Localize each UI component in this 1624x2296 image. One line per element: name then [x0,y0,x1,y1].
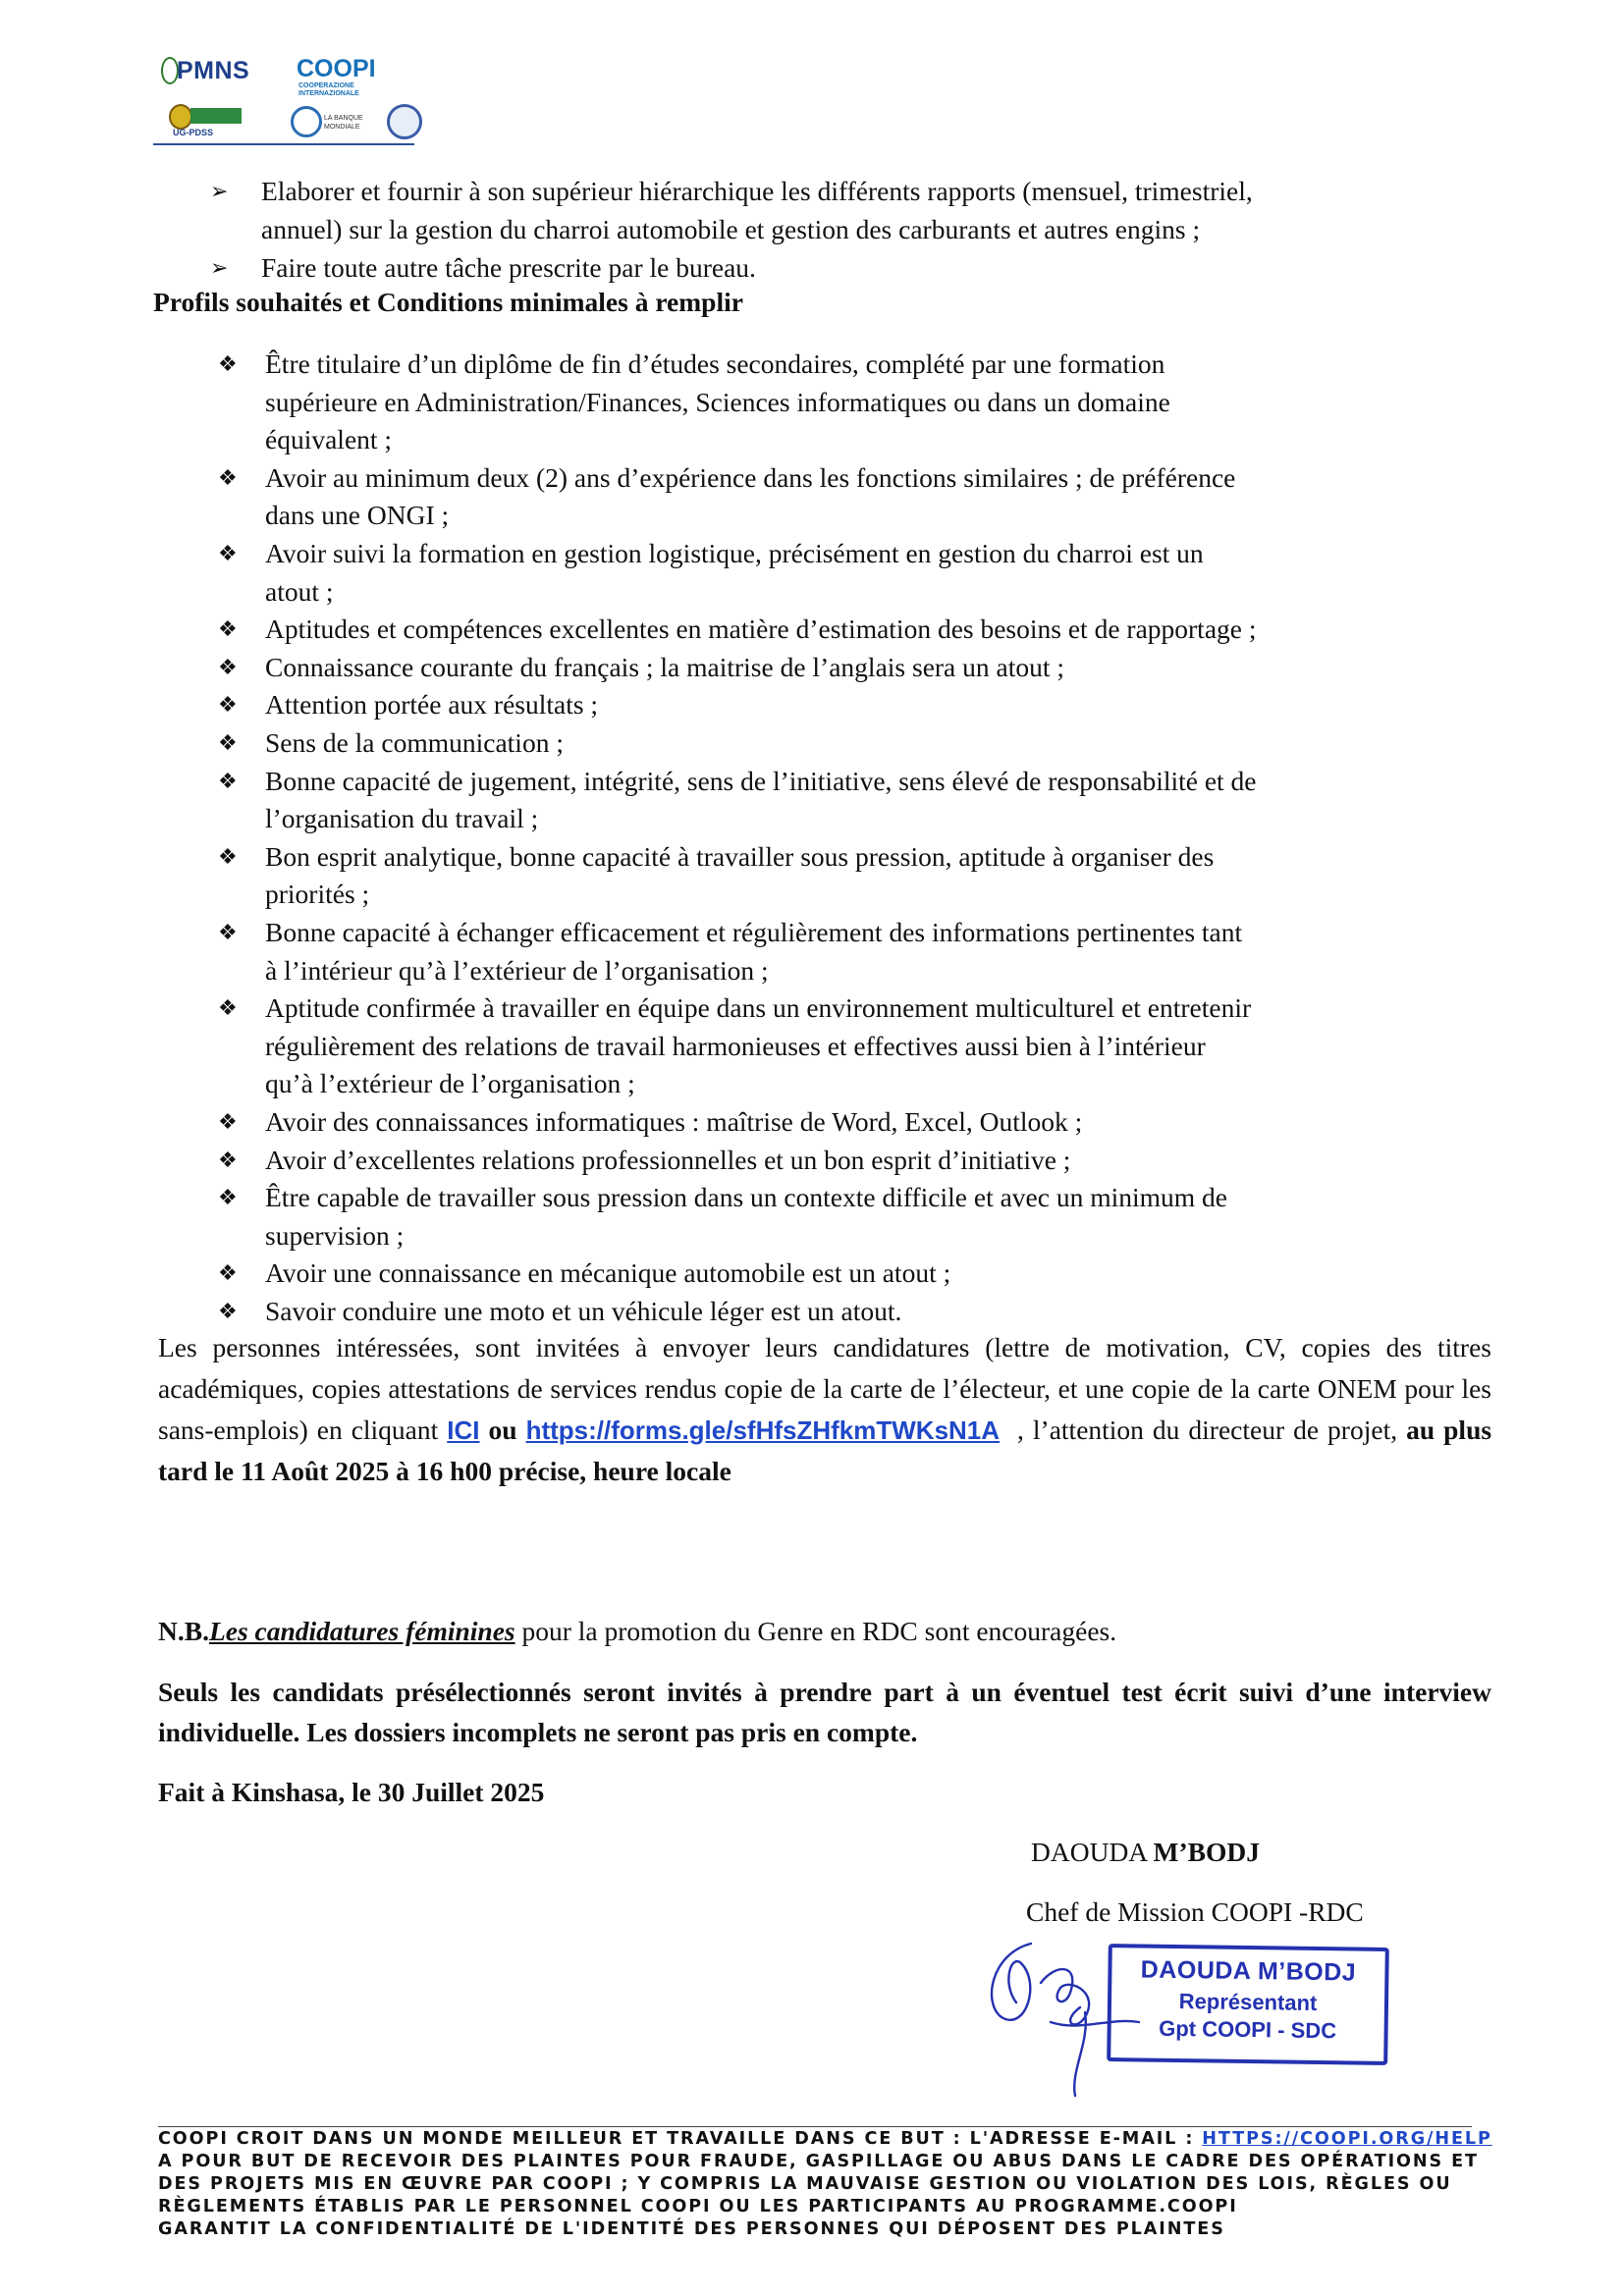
four-diamond-bullet-icon: ❖ [218,541,238,565]
place-date: Fait à Kinshasa, le 30 Juillet 2025 [158,1777,545,1807]
profile-item: Bonne capacité à échanger efficacement et régulièrement des informations pertinentes tant [265,917,1243,947]
apply-form-link[interactable]: https://forms.gle/sfHfsZHfkmTWKsN1A [525,1415,1001,1445]
profile-item: supervision ; [265,1219,405,1251]
profile-item: Attention portée aux résultats ; [265,689,599,721]
arrowhead-bullet-icon: ➢ [210,255,229,280]
profile-item: équivalent ; [265,424,393,455]
four-diamond-bullet-icon: ❖ [218,1299,238,1323]
signatory-name: DAOUDA M’BODJ [1031,1837,1260,1867]
globe-icon [291,106,322,137]
profile-item: qu’à l’extérieur de l’organisation ; [265,1068,635,1099]
profile-item: atout ; [265,575,334,607]
profile-item: Avoir des connaissances informatiques : maîtrise de Word, Excel, Outlook ; [265,1106,1083,1137]
notice-text: Seuls les candidats présélectionnés seront invités à prendre part à un éventuel test écrit suivi d’une interview individuelle [158,1677,1491,1747]
logo-coopi: COOPI [297,55,376,82]
header-divider [153,143,414,145]
nb-prefix: N.B. [158,1616,209,1646]
logo-coopi-subtitle: COOPERAZIONE INTERNAZIONALE [298,82,359,97]
profile-item: Avoir une connaissance en mécanique automobile est un atout ; [265,1257,951,1289]
four-diamond-bullet-icon: ❖ [218,920,238,944]
seal-icon [387,104,422,139]
application-intro: Les personnes intéressées, sont invitées à envoyer leurs candidatures (lettre de motivation, CV, copies des titres académiques, copies attestations de services rendus copie de la carte de l’électeur, et une copie de la carte ONEM pour les sans-emplois) en cliquant [158,1332,1491,1445]
profile-item: Connaissance courante du français ; la maitrise de l’anglais sera un atout ; [265,651,1065,682]
ug-emblem-icon [169,104,192,130]
four-diamond-bullet-icon: ❖ [218,351,238,376]
footer-disclaimer: COOPI CROIT DANS UN MONDE MEILLEUR ET TRAVAILLE DANS CE BUT : L'ADRESSE E-MAIL : HTTPS://COOPI.ORG/HELP A POUR BUT DE RECEVOIR DES PLAINTES POUR FRAUDE, GASPILLAGE OU ABUS DANS LE CADRE DES OPÉRATIONS ET DES PROJETS MIS EN ŒUVRE PAR COOPI ; Y COMPRIS LA MAUVAISE GESTION OU VIOLATION DES LOIS, RÈGLES OU RÈGLEMENTS ÉTABLIS PAR LE PERSONNEL COOPI OU LES PARTICIPANTS AU PROGRAMME.COOPI GARANTIT LA CONFIDENTIALITÉ DE L'IDENTITÉ DES PERSONNES QUI DÉPOSENT DES PLAINTES [158,2129,1492,2239]
task-item: Elaborer et fournir à son supérieur hiérarchique les différents rapports (mensuel, trimestriel, [261,176,1253,206]
profile-item: Aptitudes et compétences excellentes en matière d’estimation des besoins et de rapportage ; [265,614,1257,645]
four-diamond-bullet-icon: ❖ [218,464,238,490]
header-logos [169,55,416,149]
profile-item: Bonne capacité de jugement, intégrité, sens de l’initiative, sens élevé de responsabilité et de [265,765,1257,796]
profile-item: Avoir suivi la formation en gestion logistique, précisément en gestion du charroi est un [265,538,1204,568]
profile-item: l’organisation du travail ; [265,803,539,834]
nb-paragraph [158,1612,1116,1650]
task-item: annuel) sur la gestion du charroi automobile et gestion des carburants et autres engins ; [261,214,1201,244]
profile-item: Être titulaire d’un diplôme de fin d’études secondaires, complété par une formation [265,348,1165,379]
deadline-text: au plus tard le 11 Août 2025 à 16 h00 précise, heure locale [158,1415,1492,1486]
attention-text: , l’attention du directeur de projet, [1017,1415,1398,1445]
nb-emphasis: Les candidatures féminines [208,1616,515,1646]
four-diamond-bullet-icon: ❖ [218,692,238,718]
profile-item: Être capable de travailler sous pression dans un contexte difficile et avec un minimum de [265,1182,1227,1213]
four-diamond-bullet-icon: ❖ [218,1185,238,1210]
four-diamond-bullet-icon: ❖ [218,768,238,793]
profile-item: priorités ; [265,879,370,910]
four-diamond-bullet-icon: ❖ [218,1260,238,1286]
footer-divider [158,2126,1472,2127]
profile-item: supérieure en Administration/Finances, Sciences informatiques ou dans un domaine [265,386,1170,417]
four-diamond-bullet-icon: ❖ [218,616,238,642]
footer-help-link[interactable]: HTTPS://COOPI.ORG/HELP [1202,2129,1492,2149]
signatory-title: Chef de Mission COOPI -RDC [1026,1896,1364,1927]
logo-pmns: PMNS [177,57,250,84]
task-item: Faire toute autre tâche prescrite par le bureau. [261,252,756,283]
official-stamp: DAOUDA M’BODJ Représentant Gpt COOPI - SDC [1107,1944,1389,2065]
notice-paragraph [158,1672,1491,1752]
four-diamond-bullet-icon: ❖ [218,730,238,755]
profile-item: Savoir conduire une moto et un véhicule léger est un atout. [265,1296,902,1326]
apply-link-ici[interactable]: ICI [447,1415,480,1445]
four-diamond-bullet-icon: ❖ [218,654,238,679]
profile-item: Avoir d’excellentes relations professionnelles et un bon esprit d’initiative ; [265,1144,1071,1175]
or-text: ou [488,1415,517,1445]
arrowhead-bullet-icon: ➢ [210,179,229,203]
profile-item: dans une ONGI ; [265,500,450,531]
profile-item: Avoir au minimum deux (2) ans d’expérience dans les fonctions similaires ; de préférence [265,461,1236,493]
four-diamond-bullet-icon: ❖ [218,843,238,869]
profile-item: Sens de la communication ; [265,727,564,758]
application-paragraph [158,1327,1491,1492]
nb-rest: pour la promotion du Genre en RDC sont encouragées. [521,1616,1117,1646]
profile-item: Bon esprit analytique, bonne capacité à travailler sous pression, aptitude à organiser des [265,840,1215,872]
four-diamond-bullet-icon: ❖ [218,1147,238,1172]
four-diamond-bullet-icon: ❖ [218,1109,238,1134]
four-diamond-bullet-icon: ❖ [218,995,238,1021]
logo-ug-pdss: UG-PDSS [169,102,245,139]
profile-item: Aptitude confirmée à travailler en équipe dans un environnement multiculturel et entretenir [265,992,1252,1024]
profile-item: à l’intérieur qu’à l’extérieur de l’organisation ; [265,954,769,986]
notice-end: . Les dossiers incomplets ne seront pas pris en compte. [293,1717,918,1747]
profiles-heading: Profils souhaités et Conditions minimales à remplir [153,287,743,317]
profile-item: régulièrement des relations de travail harmonieuses et effectives aussi bien à l’intérieur [265,1030,1206,1061]
ug-banner-icon [190,108,242,124]
logo-world-bank: LA BANQUE MONDIALE [291,106,379,139]
